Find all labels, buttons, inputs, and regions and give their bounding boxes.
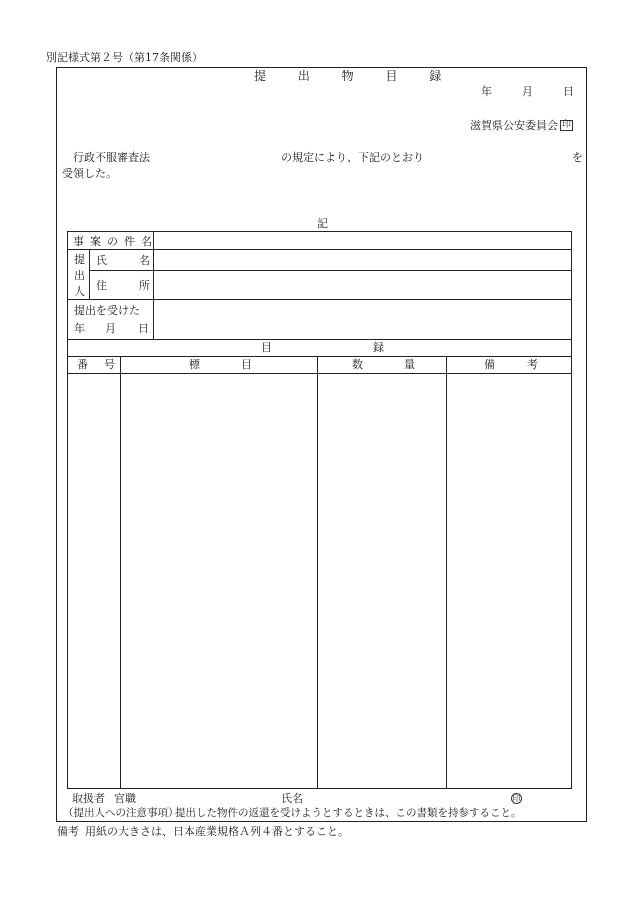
received-label-1: 提出を受けた (74, 304, 140, 317)
page-title: 提 出 物 目 録 (254, 69, 456, 83)
col-quantity-1: 数 (352, 358, 363, 371)
col-number-1: 番 (77, 358, 88, 371)
body-end: を (572, 151, 583, 164)
list-title-1: 目 (261, 341, 272, 354)
issuer-seal: 印 (562, 120, 572, 130)
name-label-2: 名 (139, 254, 150, 267)
notice-label: （提出人への注意事項） (63, 807, 179, 819)
submitter-label-2: 出 (74, 269, 85, 282)
col-remarks-1: 備 (484, 358, 495, 371)
col-number-2: 号 (104, 358, 115, 371)
handler-position: 官職 (114, 792, 136, 805)
col-remarks-2: 考 (527, 358, 538, 371)
body-middle: の規定により、下記のとおり (281, 151, 424, 164)
remark-label: 備考 (57, 825, 79, 838)
submitter-label-3: 人 (74, 285, 85, 298)
handler-seal: 印 (512, 794, 521, 803)
col-label-2: 目 (241, 358, 252, 371)
submitter-label-1: 提 (74, 253, 85, 266)
ki-mark: 記 (317, 217, 328, 230)
date-year: 年 (481, 85, 492, 98)
handler-name: 氏名 (281, 792, 303, 805)
notice-text: 提出した物件の返還を受けようとするときは、この書類を持参すること。 (175, 807, 522, 819)
date-month: 月 (522, 85, 533, 98)
form-reference: 別記様式第２号（第17条関係） (46, 51, 203, 64)
case-name-label: 事案の件名 (73, 235, 158, 248)
col-label-1: 標 (189, 358, 200, 371)
name-label-1: 氏 (96, 254, 107, 267)
received-label-month: 月 (105, 322, 116, 335)
body-line2: 受領した。 (62, 167, 117, 180)
address-label-1: 住 (96, 279, 107, 292)
body-law: 行政不服審査法 (73, 151, 150, 164)
address-label-2: 所 (139, 279, 150, 292)
date-day: 日 (563, 85, 574, 98)
received-label-day: 日 (138, 322, 149, 335)
col-quantity-2: 量 (404, 358, 415, 371)
handler-label: 取扱者 (72, 792, 105, 805)
list-title-2: 録 (373, 341, 384, 354)
received-label-year: 年 (74, 322, 85, 335)
remark-text: 用紙の大きさは、日本産業規格Ａ列４番とすること。 (85, 825, 349, 838)
record-table (67, 231, 572, 789)
issuer-name: 滋賀県公安委員会 (470, 119, 558, 132)
